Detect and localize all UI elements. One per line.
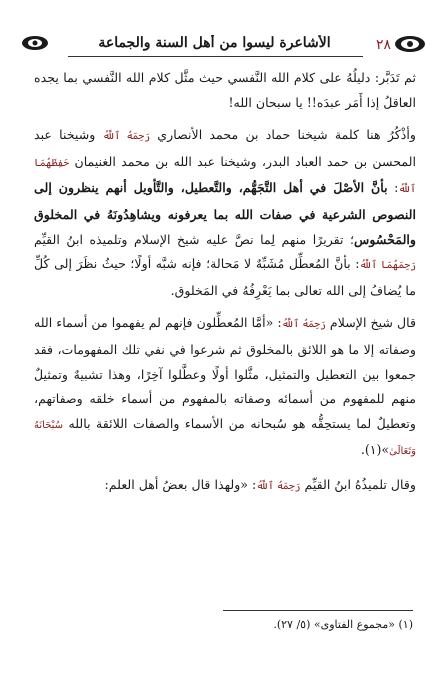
running-title: الأشاعرة ليسوا من أهل السنة والجماعة — [98, 35, 331, 51]
footnote-divider — [223, 610, 413, 611]
page-number: ٢٨ — [375, 37, 391, 53]
header-rule — [68, 56, 363, 57]
honorific-phrase: رَحِمَهُ ٱللَّهُ — [256, 480, 301, 492]
text-segment: »(١). — [360, 442, 390, 458]
paragraph — [34, 473, 416, 500]
text-segment: : بأنَّ المُعطِّل مُشَبِّهٌ لا مَحالة؛ فإنه شبَّه أولًا؛ حيثُ نظَرَ إلى كُلِّ ما يُضافُ إلى الله تعالى بما يَعْرِفُهُ في المَخلوق. — [34, 256, 416, 298]
text-segment: قال شيخ الإسلام — [325, 315, 417, 331]
text-segment: وأذْكُرُ هنا كلمة شيخنا حماد بن محمد الأنصاري — [150, 127, 416, 143]
ornament-icon — [20, 34, 50, 52]
footnote: (١) «مجموع الفتاوى» (٥/ ٢٧). — [273, 618, 413, 631]
ornament-icon — [393, 34, 427, 54]
paragraph — [34, 123, 416, 303]
honorific-phrase: رَحِمَهُمَا ٱللَّهُ — [359, 260, 416, 272]
text-segment: : «ولهذا قال بعضُ أهل العلم: — [104, 476, 257, 492]
text-segment: : «أمَّا المُعطِّلون فإنهم لم يفهموا من أسماء الله وصفاته إلا ما هو اللائق بالمخلوق ثم شرعوا في نفي تلك المفهومات، فقد جمعوا بين التعطيل والتمثيل، مثَّلوا أولًا وعطَّلوا آخِرًا، وهذا تشبيهٌ وتمثيلٌ منهم للمفهوم من أسمائه وصفاته بالمفهوم من أسماء خلقه وصفاتهم، وتعطيلٌ لما يستحِقُّه هو سُبحانه من الأسماء والصفات اللائقة بالله — [34, 315, 416, 431]
honorific-phrase: رَحِمَهُ ٱللَّهُ — [102, 131, 151, 143]
paragraph — [34, 311, 416, 465]
text-segment: : — [387, 180, 399, 196]
text-segment: ؛ تقريرًا منهم لِما نصَّ عليه شيخ الإسلام وتلميذه ابنُ القيِّم — [34, 231, 355, 247]
text-segment: وشيخنا عبد المحسن بن حمد العباد البدر، وشيخنا عبد الله بن محمد الغنيمان — [34, 127, 416, 169]
honorific-phrase: حَفِظَهُمَا ٱللَّهُ — [34, 157, 416, 196]
honorific-phrase: رَحِمَهُ ٱللَّهُ — [281, 319, 326, 331]
text-segment: وقال تلميذُهُ ابنُ القيِّم — [300, 476, 416, 492]
text-segment: ثم تَدَبَّر: دليلُهُ على كلام الله النَّفسي حيث مثَّل كلام الله النَّفسي بما يجده العاقلُ إذا أَمَر عبدَه!! يا سبحان الله! — [34, 70, 416, 110]
honorific-phrase: سُبْحَانَهُ وَتَعَالَىٰ — [34, 419, 416, 458]
main-text — [34, 66, 416, 500]
emphasized-text: بأنَّ الأصْلَ في أهل التَّجَهُّم، والتَّعطيل، والتَّأويل أنهم ينظرون إلى النصوص الشرعية في صفات الله بما يعرفونه ويشاهِدُونَهُ في المخلوق والمَحْسُوس — [34, 180, 416, 247]
paragraph — [34, 66, 416, 115]
page-header — [20, 28, 427, 62]
